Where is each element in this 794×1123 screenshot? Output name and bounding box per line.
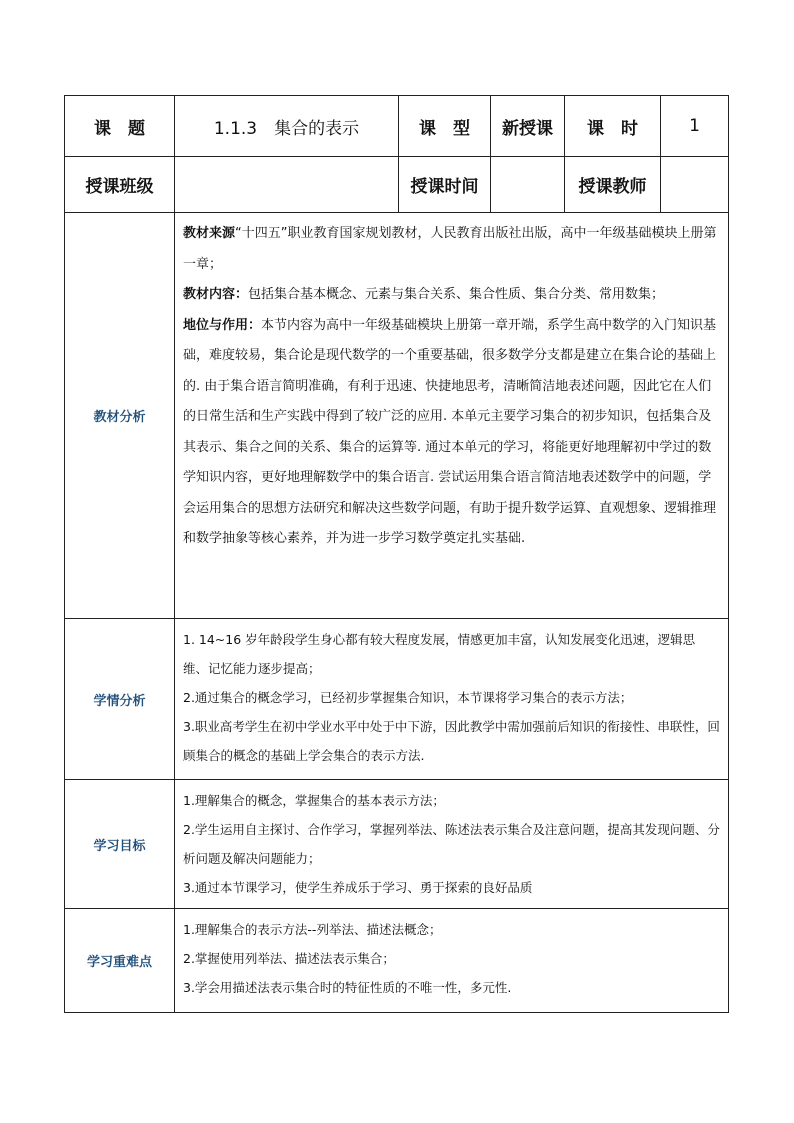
type-label: 课 型 <box>399 96 491 157</box>
key-points-row <box>65 909 729 1013</box>
learning-goals-row <box>65 780 729 909</box>
material-source <box>183 219 720 280</box>
key-point-item: 2.掌握使用列举法、描述法表示集合； <box>183 951 395 966</box>
teacher-label: 授课教师 <box>565 157 661 213</box>
goal-item: 2.学生运用自主探讨、合作学习，掌握列举法、陈述法表示集合及注意问题，提高其发现问题、分析问题及解决问题能力； <box>183 822 720 866</box>
header-row-1 <box>65 96 729 157</box>
student-item: 1. 14~16 岁年龄段学生身心都有较大程度发展，情感更加丰富，认知发展变化迅速，逻辑思维、记忆能力逐步提高； <box>183 632 696 676</box>
key-point-item: 3.学会用描述法表示集合时的特征性质的不唯一性，多元性. <box>183 980 512 995</box>
material-content <box>183 280 720 311</box>
class-value <box>175 157 399 213</box>
key-point-item: 1.理解集合的表示方法--列举法、描述法概念； <box>183 922 442 937</box>
lesson-plan-table <box>64 95 729 1013</box>
topic-value: 1.1.3 集合的表示 <box>175 96 399 157</box>
student-item: 2.通过集合的概念学习，已经初步掌握集合知识，本节课将学习集合的表示方法； <box>183 690 633 705</box>
topic-label: 课 题 <box>65 96 175 157</box>
material-content-text: 包括集合基本概念、元素与集合关系、集合性质、集合分类、常用数集； <box>248 287 665 302</box>
class-label: 授课班级 <box>65 157 175 213</box>
header-row-2 <box>65 157 729 213</box>
material-position <box>183 311 720 555</box>
teacher-value <box>661 157 729 213</box>
material-analysis-row <box>65 213 729 619</box>
type-value: 新授课 <box>491 96 565 157</box>
material-position-text: 本节内容为高中一年级基础模块上册第一章开端，系学生高中数学的入门知识基础，难度较易，集合论是现代数学的一个重要基础，很多数学分支都是建立在集合论的基础上的. 由于集合语言简明准确，有利于迅速、快捷地思考，清晰简洁地表述问题，因此它在人们的日常生活和生产实践中得到了较广泛的应用. 本单元主要学习集合的初步知识，包括集合及其表示、集合之间的关系、集合的运算等. 通过本单元的学习，将能更好地理解初中学过的数学知识内容，更好地理解数学中的集合语言. 尝试运用集合语言简洁地表述数学中的问题，学会运用集合的思想方法研究和解决这些数学问题，有助于提升数学运算、直观想象、逻辑推理和数学抽象等核心素养，并为进一步学习数学奠定扎实基础. <box>183 317 717 546</box>
student-analysis-row <box>65 619 729 780</box>
material-analysis-content <box>175 213 729 619</box>
student-analysis-content <box>175 619 729 780</box>
material-source-text: “十四五”职业教育国家规划教材，人民教育出版社出版，高中一年级基础模块上册第一章； <box>183 226 717 272</box>
period-label: 课 时 <box>565 96 661 157</box>
learning-goals-content <box>175 780 729 909</box>
time-value <box>491 157 565 213</box>
key-points-label: 学习重难点 <box>65 909 175 1013</box>
goal-item: 1.理解集合的概念，掌握集合的基本表示方法； <box>183 793 445 808</box>
material-position-keyword: 地位与作用： <box>183 317 262 333</box>
key-points-content <box>175 909 729 1013</box>
material-content-keyword: 教材内容： <box>183 287 249 302</box>
learning-goals-label: 学习目标 <box>65 780 175 909</box>
student-item: 3.职业高考学生在初中学业水平中处于中下游，因此教学中需加强前后知识的衔接性、串联性，回顾集合的概念的基础上学会集合的表示方法. <box>183 719 720 763</box>
student-analysis-label: 学情分析 <box>65 619 175 780</box>
material-analysis-label: 教材分析 <box>65 213 175 619</box>
period-value: 1 <box>661 96 729 157</box>
time-label: 授课时间 <box>399 157 491 213</box>
goal-item: 3.通过本节课学习，使学生养成乐于学习、勇于探索的良好品质 <box>183 880 533 895</box>
material-source-keyword: 教材来源 <box>183 226 236 241</box>
